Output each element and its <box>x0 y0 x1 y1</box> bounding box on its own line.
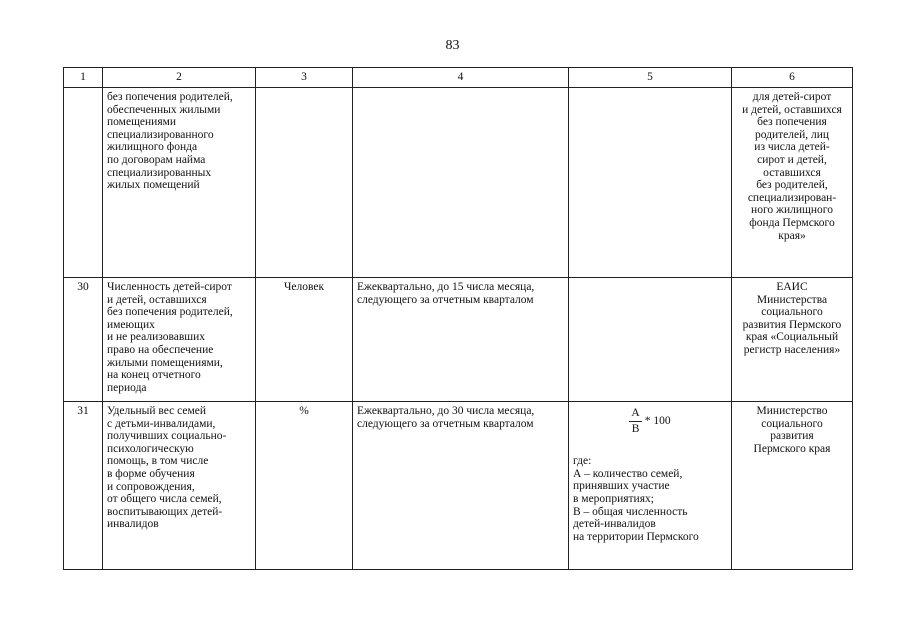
table-row <box>64 88 853 278</box>
page-number: 83 <box>445 38 460 53</box>
header-col-5: 5 <box>569 68 732 88</box>
table-row <box>64 278 853 402</box>
method-cell <box>569 88 732 278</box>
header-col-1: 1 <box>64 68 103 88</box>
indicator-cell: Численность детей-сирот и детей, оставшихся без попечения родителей, имеющих и не реализовавших право на обеспечение жилыми помещениями, на конец отчетного периода <box>103 278 256 402</box>
table-row <box>64 402 853 570</box>
unit-cell: Человек <box>256 278 353 402</box>
indicator-cell: Удельный вес семей с детьми-инвалидами, получивших социально- психологическую помощь, в том числе в форме обучения и сопровождения, от общего числа семей, воспитывающих детей- инвалидов <box>103 402 256 570</box>
formula <box>573 405 727 435</box>
source-cell: Министерство социального развития Пермского края <box>732 402 853 570</box>
formula-denominator: В <box>631 422 640 435</box>
indicators-table <box>63 67 853 570</box>
header-col-2: 2 <box>103 68 256 88</box>
row-number: 31 <box>64 402 103 570</box>
header-col-3: 3 <box>256 68 353 88</box>
header-row <box>64 68 853 88</box>
method-cell <box>569 278 732 402</box>
indicator-cell: без попечения родителей, обеспеченных жилыми помещениями специализированного жилищного фонда по договорам найма специализированных жилых помещений <box>103 88 256 278</box>
period-cell: Ежеквартально, до 30 числа месяца, следующего за отчетным кварталом <box>353 402 569 570</box>
header-col-4: 4 <box>353 68 569 88</box>
unit-cell <box>256 88 353 278</box>
formula-numerator: А <box>629 407 641 422</box>
row-number: 30 <box>64 278 103 402</box>
unit-cell: % <box>256 402 353 570</box>
source-cell: для детей-сирот и детей, оставшихся без попечения родителей, лиц из числа детей- сирот и детей, оставшихся без родителей, специализирован- ного жилищного фонда Пермского края» <box>732 88 853 278</box>
header-col-6: 6 <box>732 68 853 88</box>
method-cell <box>569 402 732 570</box>
row-number <box>64 88 103 278</box>
period-cell <box>353 88 569 278</box>
formula-multiplier: * 100 <box>644 414 671 427</box>
period-cell: Ежеквартально, до 15 числа месяца, следующего за отчетным кварталом <box>353 278 569 402</box>
source-cell: ЕАИС Министерства социального развития Пермского края «Социальный регистр населения» <box>732 278 853 402</box>
formula-explanation: где: А – количество семей, принявших участие в мероприятиях; В – общая численность детей-инвалидов на территории Пермского <box>573 455 699 543</box>
